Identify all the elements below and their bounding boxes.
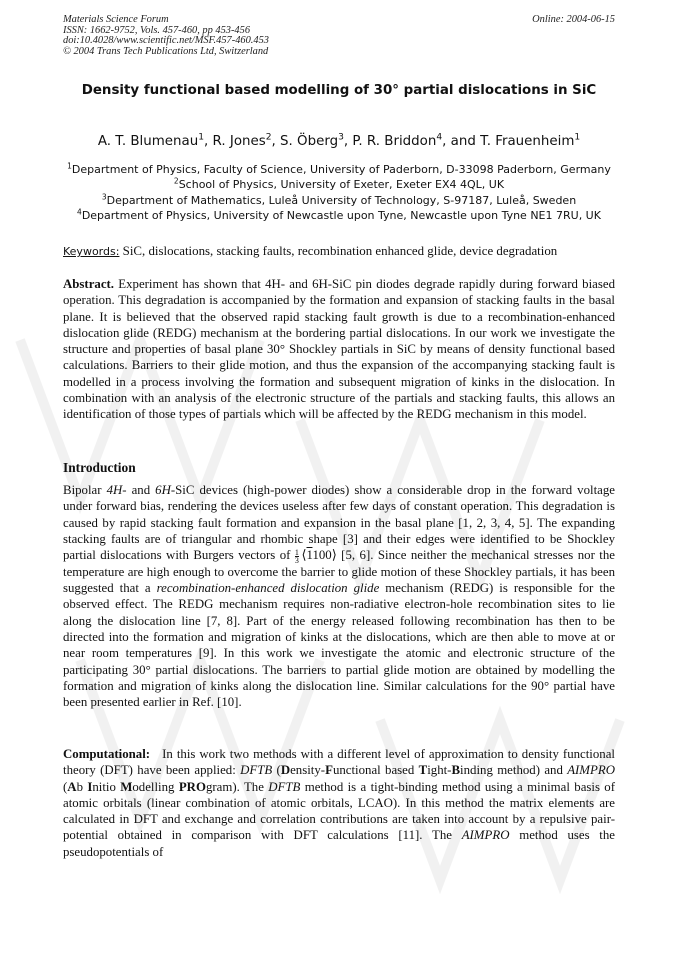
affiliation: $^4$Department of Physics, University of Newcastle upon Tyne, Newcastle upon Tyne NE1 7RU, UK <box>77 207 601 223</box>
keywords-text: SiC, dislocations, stacking faults, recombination enhanced glide, device degradation <box>122 244 558 258</box>
author: S. Öberg$^3$ <box>280 132 344 149</box>
computational-label: Computational: <box>63 747 151 761</box>
abstract <box>63 276 615 423</box>
affiliation: $^1$Department of Physics, Faculty of Science, University of Paderborn, D-33098 Paderborn, Germany <box>67 161 611 176</box>
journal-name: Materials Science Forum <box>63 14 169 25</box>
author: R. Jones$^2$ <box>212 132 272 149</box>
author: T. Frauenheim$^1$ <box>480 132 581 149</box>
issn-line: ISSN: 1662-9752, Vols. 457-460, pp 453-456 <box>63 24 251 36</box>
author-list: A. T. Blumenau$^1$, R. Jones$^2$, S. Öberg$^3$, P. R. Briddon$^4$, and T. Frauenheim$^1$ <box>97 132 581 149</box>
abstract-text: Experiment has shown that 4H- and 6H-SiC pin diodes degrade rapidly during forward biased operation. This degradation is accompanied by the formation and expansion of stacking faults in the basal plane. It is believed that the observed rapid stacking fault growth is due to a recombination-enhanced dislocation glide (REDG) mechanism at the bordering partial dislocations. In our work we investigate the structure and properties of basal plane 30° Shockley partials in SiC by means of density functional based calculations. Barriers to their glide motion, and thus the expansion of the accompanying stacking fault is modelled in a process involving the formation and subsequent migration of kinks in the dislocation. In combination with an analysis of the electronic structure of the partials and stacking faults, this allows an identification of those types of partials which will be affected by the REDG mechanism in this model. <box>63 277 615 422</box>
abstract-label: Abstract. <box>63 277 115 291</box>
doi-line: doi:10.4028/www.scientific.net/MSF.457-460.453 <box>63 35 269 47</box>
introduction-paragraph: Bipolar 4H- and 6H-SiC devices (high-power diodes) show a considerable drop in the forward voltage under forward bias, rendering the devices useless after few days of constant operation. This degradation is caused by rapid stacking fault formation and expansion in the basal plane [1, 2, 3, 4, 5]. The expanding stacking faults are of triangular and rhombic shape [3] and their edges were identified to be Shockley partial dislocations with Burgers vectors of $\frac{1}{3}$ ⟨1100⟩ [5, 6]. Since neither the mechanical stresses nor the temperature are high enough to overcome the barrier to glide motion of these Shockley partials, it has been suggested that a recombination-enhanced dislocation glide mechanism (REDG) is responsible for the observed effect. The REDG mechanism requires non-radiative electron-hole recombination sites to lie along the dislocation line [7, 8]. Part of the energy released following recombination has then to be directed into the formation and migration of kinks at the dislocations, which are then able to move at or near room temperatures [9]. In this work we investigate the atomic and electronic structure of the participating 30° partial dislocations. The barriers to partial glide motion are obtained by modelling the formation and migration of kinks along the dislocation line. Similar calculations for the 90° partial have been presented earlier in Ref. [10]. <box>63 483 616 710</box>
keywords <box>63 244 623 259</box>
keywords-label: Keywords: <box>63 245 120 258</box>
affiliation-list <box>0 162 678 224</box>
section-heading-introduction: Introduction <box>63 460 136 475</box>
paper-title: Density functional based modelling of 30° partial dislocations in SiC <box>81 83 597 98</box>
journal-header <box>63 15 269 57</box>
computational-paragraph: Computational: In this work two methods with a different level of approximation to density functional theory (DFT) have been applied: DFTB (Density-Functional based Tight-Binding method) and AIMPRO (Ab Initio Modelling PROgram). The DFTB method is a tight-binding method using a minimal basis of atomic orbitals (linear combination of atomic orbitals, LCAO). In this method the matrix elements are calculated in DFT and exchange and correlation contributions are taken into account by a repulsive pair-potential obtained in comparison with DFT calculations [11]. The AIMPRO method uses the pseudopotentials of <box>63 747 616 859</box>
fraction-one-third: $\frac{1}{3}$ <box>294 547 299 565</box>
online-date: Online: 2004-06-15 <box>532 14 615 25</box>
author: A. T. Blumenau$^1$ <box>97 132 205 149</box>
burgers-vector: ⟨1100⟩ <box>301 548 337 563</box>
affiliation: $^3$Department of Mathematics, Luleå University of Technology, S-97187, Luleå, Sweden <box>101 192 577 207</box>
copyright-line: © 2004 Trans Tech Publications Ltd, Switzerland <box>63 45 269 57</box>
affiliation: $^2$School of Physics, University of Exeter, Exeter EX4 4QL, UK <box>173 176 505 192</box>
author: P. R. Briddon$^4$ <box>352 132 443 149</box>
